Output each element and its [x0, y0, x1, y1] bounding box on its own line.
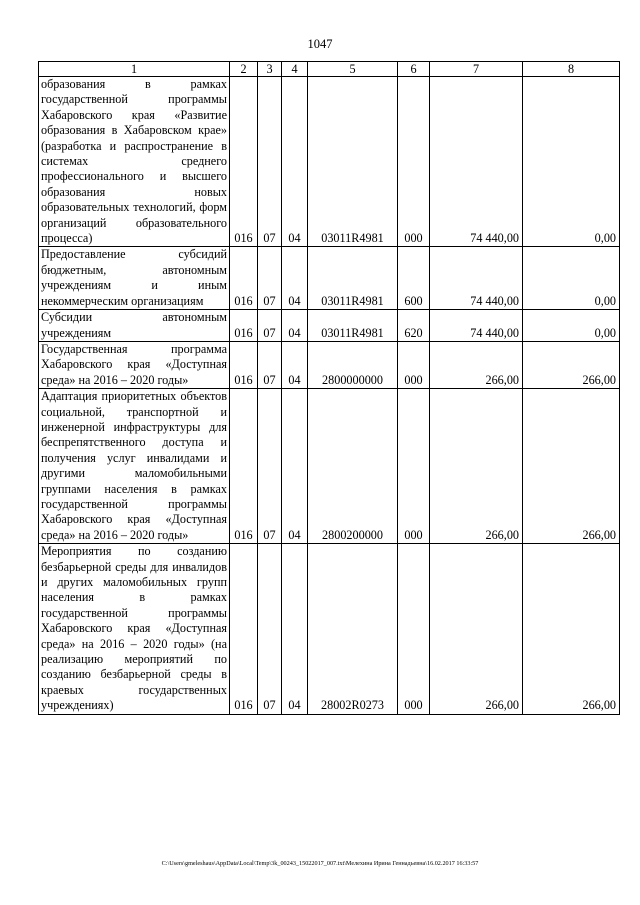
expense-type-code: 620	[398, 310, 430, 342]
row-name: образования в рамках государственной программы Хабаровского края «Развитие образования в Хабаровском крае» (разработка и распространение в системах среднего профессионального и высшего образования новых образовательных технологий, форм организаций образовательного процесса)	[39, 77, 230, 247]
amount-col7: 74 440,00	[430, 310, 523, 342]
section-code: 07	[258, 389, 282, 544]
column-header-4: 4	[282, 62, 308, 77]
subsection-code: 04	[282, 77, 308, 247]
table-row	[39, 389, 620, 544]
ministry-code: 016	[230, 247, 258, 310]
target-article-code: 28002R0273	[308, 544, 398, 714]
row-name: Адаптация приоритетных объектов социальной, транспортной и инженерной инфраструктуры для беспрепятственного доступа и получения услуг инвалидами и другими маломобильными группами населения в рамках государственной программы Хабаровского края «Доступная среда» на 2016 – 2020 годы»	[39, 389, 230, 544]
expense-type-code: 000	[398, 389, 430, 544]
ministry-code: 016	[230, 341, 258, 388]
column-header-3: 3	[258, 62, 282, 77]
amount-col8: 266,00	[523, 544, 620, 714]
column-header-8: 8	[523, 62, 620, 77]
expense-type-code: 000	[398, 544, 430, 714]
amount-col7: 266,00	[430, 389, 523, 544]
amount-col8: 0,00	[523, 77, 620, 247]
amount-col8: 0,00	[523, 310, 620, 342]
subsection-code: 04	[282, 247, 308, 310]
ministry-code: 016	[230, 77, 258, 247]
section-code: 07	[258, 247, 282, 310]
column-header-6: 6	[398, 62, 430, 77]
section-code: 07	[258, 341, 282, 388]
amount-col7: 266,00	[430, 341, 523, 388]
amount-col7: 266,00	[430, 544, 523, 714]
amount-col8: 266,00	[523, 389, 620, 544]
row-name: Субсидии автономным учреждениям	[39, 310, 230, 342]
row-name: Предоставление субсидий бюджетным, автономным учреждениям и иным некоммерческим организациям	[39, 247, 230, 310]
row-name: Государственная программа Хабаровского края «Доступная среда» на 2016 – 2020 годы»	[39, 341, 230, 388]
amount-col7: 74 440,00	[430, 247, 523, 310]
ministry-code: 016	[230, 544, 258, 714]
target-article-code: 03011R4981	[308, 310, 398, 342]
subsection-code: 04	[282, 341, 308, 388]
footer-file-path: C:\Users\gmeleshaus\AppData\Local\Temp\3k_00243_15022017_007.txt\Мелехина Ирина Геннадьевна\16.02.2017 16:33:57	[161, 860, 479, 867]
subsection-code: 04	[282, 544, 308, 714]
budget-table	[38, 61, 620, 715]
expense-type-code: 000	[398, 77, 430, 247]
subsection-code: 04	[282, 389, 308, 544]
column-header-7: 7	[430, 62, 523, 77]
column-header-1: 1	[39, 62, 230, 77]
expense-type-code: 000	[398, 341, 430, 388]
section-code: 07	[258, 310, 282, 342]
subsection-code: 04	[282, 310, 308, 342]
column-header-5: 5	[308, 62, 398, 77]
amount-col8: 0,00	[523, 247, 620, 310]
ministry-code: 016	[230, 389, 258, 544]
amount-col8: 266,00	[523, 341, 620, 388]
amount-col7: 74 440,00	[430, 77, 523, 247]
expense-type-code: 600	[398, 247, 430, 310]
table-row	[39, 341, 620, 388]
target-article-code: 03011R4981	[308, 77, 398, 247]
section-code: 07	[258, 77, 282, 247]
ministry-code: 016	[230, 310, 258, 342]
section-code: 07	[258, 544, 282, 714]
page-number: 1047	[307, 37, 333, 51]
target-article-code: 2800000000	[308, 341, 398, 388]
table-row	[39, 310, 620, 342]
table-row	[39, 77, 620, 247]
column-header-2: 2	[230, 62, 258, 77]
table-row	[39, 544, 620, 714]
table-row	[39, 247, 620, 310]
target-article-code: 2800200000	[308, 389, 398, 544]
row-name: Мероприятия по созданию безбарьерной среды для инвалидов и других маломобильных групп населения в рамках государственной программы Хабаровского края «Доступная среда» на 2016 – 2020 годы» (на реализацию мероприятий по созданию безбарьерной среды в краевых государственных учреждениях)	[39, 544, 230, 714]
target-article-code: 03011R4981	[308, 247, 398, 310]
table-header-row	[39, 62, 620, 77]
